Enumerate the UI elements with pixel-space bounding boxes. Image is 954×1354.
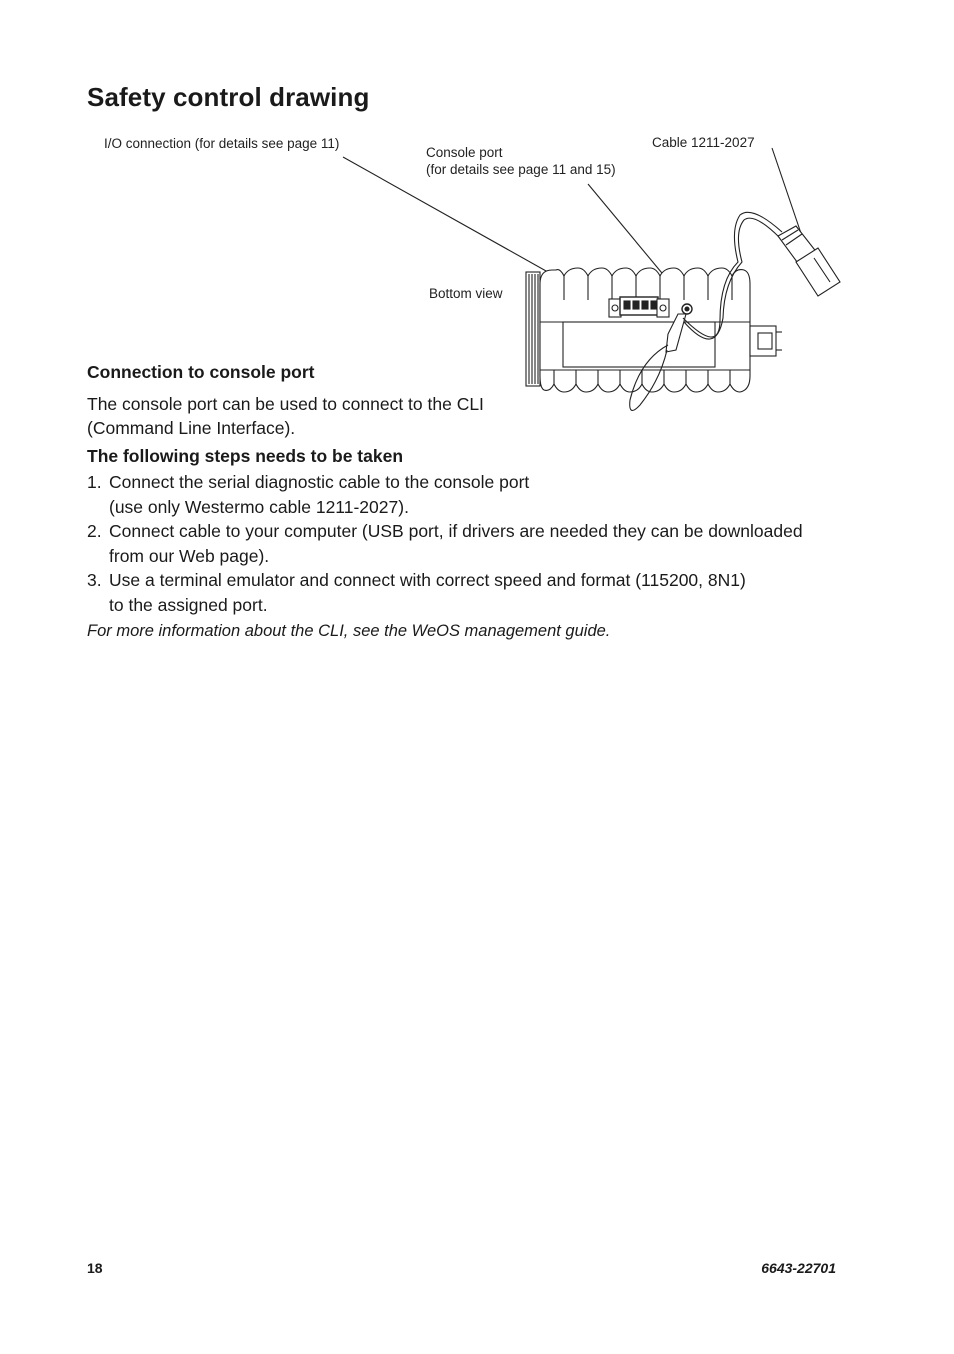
right-side-connector	[750, 326, 782, 356]
step-text-cont: from our Web page).	[109, 545, 270, 566]
page-number: 18	[87, 1260, 103, 1276]
steps-heading: The following steps needs to be taken	[87, 446, 404, 466]
cable-label: Cable 1211-2027	[652, 135, 755, 150]
step-text: Connect cable to your computer (USB port, if drivers are needed they can be downloaded	[109, 521, 803, 541]
usb-plug	[778, 226, 840, 296]
console-port	[682, 304, 692, 314]
step-text-cont: to the assigned port.	[109, 594, 268, 615]
section-heading: Connection to console port	[87, 362, 315, 382]
console-port-section	[87, 362, 847, 383]
page-title: Safety control drawing	[87, 82, 370, 112]
cli-reference-note: For more information about the CLI, see the WeOS management guide.	[87, 622, 611, 640]
document-number: 6643-22701	[761, 1260, 836, 1276]
intro-paragraph	[87, 392, 847, 440]
intro-line-1: The console port can be used to connect to the CLI	[87, 394, 484, 414]
step-number: 3.	[87, 570, 102, 590]
io-connection-label: I/O connection (for details see page 11)	[104, 136, 340, 151]
note-wrapper	[87, 622, 847, 641]
list-item	[87, 568, 847, 617]
console-port-label: Console port (for details see page 11 and 15)	[426, 145, 616, 177]
step-text: Connect the serial diagnostic cable to the console port	[109, 472, 530, 492]
list-item	[87, 470, 847, 519]
io-connector	[609, 297, 669, 317]
steps-list	[87, 470, 847, 617]
step-number: 2.	[87, 521, 102, 541]
device-bottom-view-diagram	[0, 0, 954, 460]
step-text: Use a terminal emulator and connect with correct speed and format (115200, 8N1)	[109, 570, 746, 590]
steps-list-wrapper	[87, 470, 847, 617]
step-number: 1.	[87, 472, 102, 492]
steps-section	[87, 446, 847, 467]
step-text-cont: (use only Westermo cable 1211-2027).	[109, 496, 409, 517]
bottom-view-label: Bottom view	[429, 286, 503, 301]
intro-line-2: (Command Line Interface).	[87, 418, 296, 438]
list-item	[87, 519, 847, 568]
